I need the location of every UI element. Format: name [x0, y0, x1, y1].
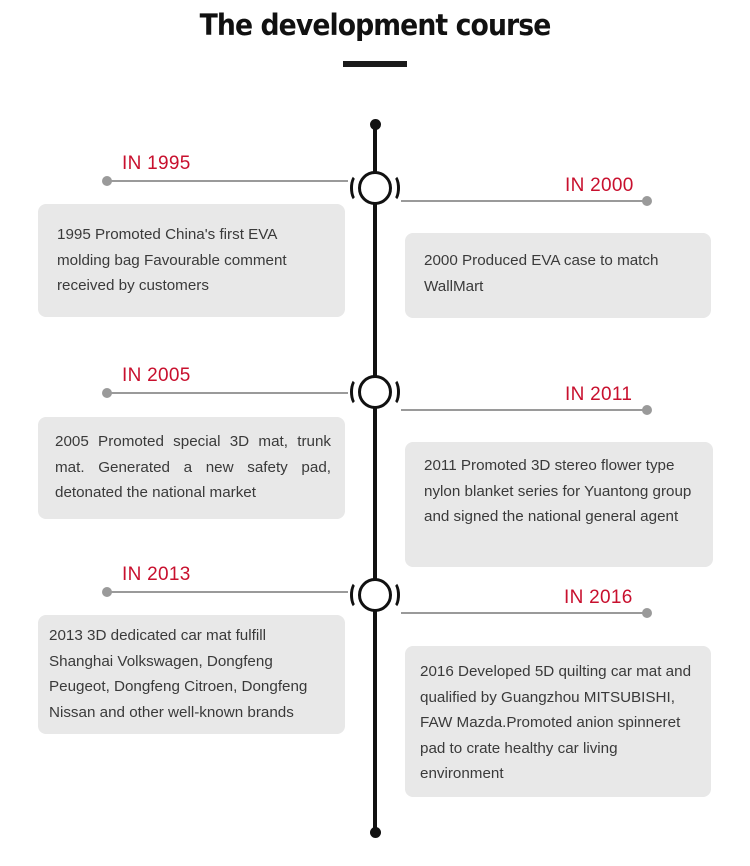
connector-line — [107, 180, 348, 182]
event-card-2016 — [405, 646, 711, 797]
event-card-2011 — [405, 442, 713, 567]
timeline-spine — [373, 124, 377, 834]
event-text: 2000 Produced EVA case to match WallMart — [424, 252, 659, 295]
event-text: 2011 Promoted 3D stereo flower type nylon blanket series for Yuantong group and signed the national general agent — [424, 457, 692, 525]
connector-dot — [642, 405, 652, 415]
node-signal-right-icon — [386, 581, 400, 609]
connector-line — [107, 591, 348, 593]
event-year-1995: IN 1995 — [122, 153, 191, 174]
node-signal-right-icon — [386, 174, 400, 202]
connector-line — [401, 409, 647, 411]
event-text: 2013 3D dedicated car mat fulfill Shanghai Volkswagen, Dongfeng Peugeot, Dongfeng Citroen, Dongfeng Nissan and other well-known brands — [49, 627, 308, 721]
connector-dot — [642, 196, 652, 206]
page-title: The development course — [199, 8, 551, 42]
timeline-end-dot — [370, 827, 381, 838]
event-card-2005 — [38, 417, 345, 519]
connector-dot — [642, 608, 652, 618]
event-year-2000: IN 2000 — [565, 175, 634, 196]
connector-line — [401, 612, 647, 614]
connector-line — [107, 392, 348, 394]
event-text: 1995 Promoted China's first EVA molding bag Favourable comment received by customers — [57, 226, 287, 294]
event-year-2016: IN 2016 — [564, 587, 633, 608]
event-text: 2016 Developed 5D quilting car mat and qualified by Guangzhou MITSUBISHI, FAW Mazda.Promoted anion spinneret pad to crate healthy car living environment — [420, 663, 692, 782]
event-card-1995 — [38, 204, 345, 317]
timeline-start-dot — [370, 119, 381, 130]
title-underline — [343, 61, 407, 67]
node-signal-right-icon — [386, 378, 400, 406]
event-text: 2005 Promoted special 3D mat, trunk mat. Generated a new safety pad, detonated the national market — [55, 433, 331, 501]
event-card-2000 — [405, 233, 711, 318]
event-year-2005: IN 2005 — [122, 365, 191, 386]
connector-line — [401, 200, 647, 202]
event-year-2013: IN 2013 — [122, 564, 191, 585]
event-year-2011: IN 2011 — [565, 384, 633, 405]
event-card-2013 — [38, 615, 345, 734]
